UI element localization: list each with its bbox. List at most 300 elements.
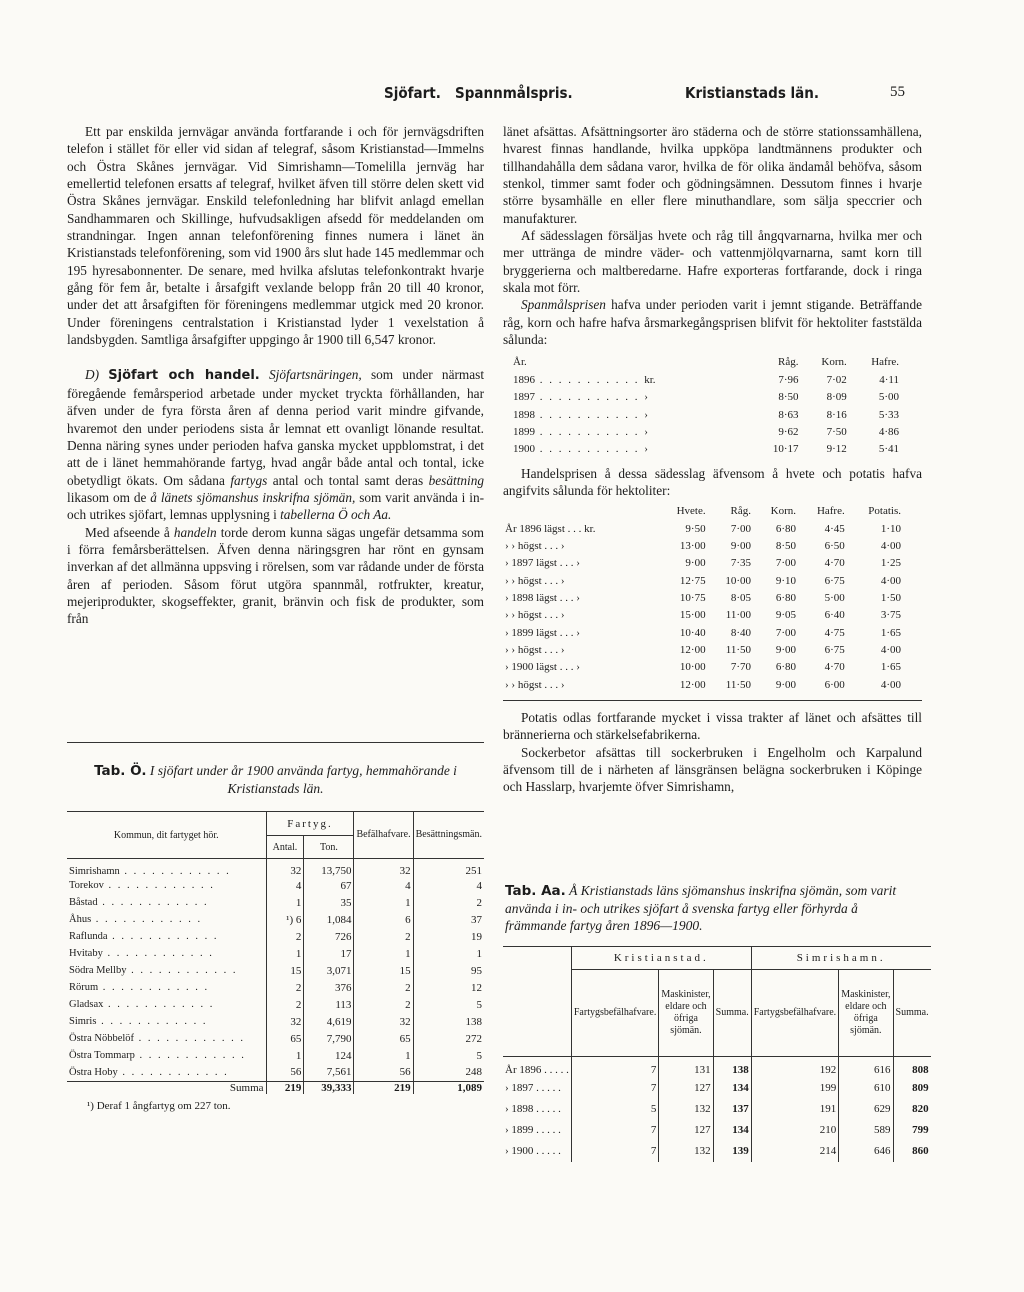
- tab-aa-header-befal-1: Fartygsbefälhafvare.: [571, 970, 658, 1057]
- tab-aa-year-text: › 1900: [505, 1145, 534, 1157]
- tab-aa-kr-summa: 134: [713, 1078, 751, 1099]
- paragraph-trade: Med afseende å handeln torde derom kunna sägas ungefär detsamma som i förra femårsberättelsen. Äfven denna näringsgren har rönt en gynsam inverkan af det allmänna uppsving i rörelsen, som var rådande under de första åren af perioden. Såsom förut utgöra spannmål, rotfrukter, kreatur, mejeriprodukter, skogseffekter, granit, bränvin och fisk de produkter, som från: [67, 524, 485, 627]
- trade-hafre: 6·00: [824, 678, 845, 691]
- tab-aa-si-mask: 646: [839, 1141, 893, 1162]
- price-table: [511, 354, 901, 458]
- tab-o-kommun-name: Åhus: [69, 914, 92, 925]
- trade-table: [503, 503, 903, 694]
- trade-hafre: 6·40: [824, 609, 845, 622]
- tab-aa-si-summa: 809: [912, 1082, 929, 1094]
- tab-aa-header-mask-2: Maskinister, eldare och öfriga sjömän.: [839, 970, 893, 1057]
- price-unit: ›: [644, 408, 648, 421]
- price-year: [511, 441, 752, 458]
- trade-korn: 7·00: [775, 626, 797, 639]
- tab-o-besatt: 12: [471, 981, 482, 994]
- leader-dots: . . . . . . . . . . . .: [107, 931, 219, 942]
- leader-dots: . . . . . . . . . . . .: [103, 999, 215, 1010]
- right-divider: [503, 700, 922, 701]
- trade-label: [503, 659, 657, 676]
- trade-unit: ›: [576, 661, 580, 674]
- tab-o-antal: 1: [266, 894, 304, 911]
- column-divider: [67, 742, 484, 743]
- trade-rag: 11·00: [725, 609, 752, 622]
- tab-o-kommun: [67, 877, 266, 894]
- tab-o-befal: 32: [354, 859, 413, 878]
- trade-unit: ›: [560, 609, 565, 622]
- tab-o-sum-besatt: 1,089: [457, 1081, 482, 1094]
- tab-o-row: [67, 928, 484, 945]
- tab-o-header-besatt: Besättningsmän.: [415, 829, 482, 840]
- tab-aa-year: [503, 1120, 571, 1141]
- trade-hafre: 5·00: [824, 591, 845, 604]
- tab-o-sum-label: Summa: [67, 1081, 266, 1094]
- trade-label-text: › 1899 lägst: [505, 626, 557, 639]
- tab-o-ton: 35: [304, 894, 354, 911]
- tab-o-antal: 2: [266, 996, 304, 1013]
- tab-aa-row: [503, 1078, 931, 1099]
- trade-hafre: 4·75: [824, 626, 845, 639]
- trade-unit: ›: [560, 643, 565, 656]
- tab-aa-si-summa: 808: [912, 1064, 929, 1077]
- tab-o-sum-antal: 219: [266, 1081, 304, 1094]
- price-row: [511, 372, 901, 389]
- price-hafre: 4·11: [879, 373, 899, 386]
- paragraph-shipping: D) Sjöfart och handel. Sjöfartsnäringen, som under närmast föregående femårsperiod arbetade under mycket tryckta förhållanden, har äfven under de fyra första åren af denna period varit mindre gifvande, hvaremot den under periodens sista år lemnat ett ovanligt lönande resultat. Denna näring synes under perioden hafva ganska mycket uppblomstrat, i det att de i länet hemmahörande fartyg, hvad angår både antal och tontal, icke obetydligt ökats. Om sådana fartygs antal och tontal samt deras besättning likasom om de å länets sjömanshus inskrifna sjömän, som varit använda i in- och utrikes sjöfart, lemnas upplysning i tabellerna Ö och Aa.: [67, 367, 485, 523]
- tab-o-header-antal: Antal.: [266, 836, 304, 859]
- trade-potatis: 4·00: [880, 678, 901, 691]
- trade-hafre: 6·75: [824, 574, 845, 587]
- price-hafre: 5·00: [878, 391, 899, 404]
- trade-row: [503, 538, 903, 555]
- trade-rag: 7·35: [730, 557, 752, 570]
- trade-label-text: › › högst: [505, 643, 542, 656]
- tab-aa-si-befal: 191: [751, 1099, 838, 1120]
- tab-o-befal: 65: [354, 1030, 413, 1047]
- trade-label: [503, 538, 657, 555]
- tab-aa-year-text: År 1896: [505, 1064, 542, 1077]
- section-heading: Sjöfart och handel.: [108, 368, 260, 384]
- trade-korn: 8·50: [775, 539, 797, 552]
- tab-o-besatt: 248: [465, 1066, 482, 1079]
- trade-unit: ›: [560, 539, 565, 552]
- tab-aa-table: [503, 946, 931, 1162]
- tab-o-kommun-name: Raflunda: [69, 931, 108, 942]
- trade-row: [503, 642, 903, 659]
- tab-o-row: [67, 911, 484, 928]
- tab-o-besatt: 37: [471, 913, 482, 926]
- trade-korn: 9·00: [775, 643, 797, 656]
- trade-korn: 9·05: [775, 609, 797, 622]
- trade-korn: 6·80: [775, 522, 797, 535]
- tab-aa-row: [503, 1057, 931, 1078]
- tab-aa-kr-mask: 127: [659, 1078, 713, 1099]
- leader-dots: . . . . .: [541, 1064, 569, 1077]
- tab-o-kommun: [67, 911, 266, 928]
- tab-aa-year-text: › 1897: [505, 1082, 534, 1094]
- tab-o-antal: 4: [266, 877, 304, 894]
- tab-o-antal: ¹) 6: [266, 911, 304, 928]
- header-title-lan: Kristianstads län.: [685, 84, 820, 102]
- paragraph-grain-prices: Spanmålsprisen hafva under perioden varit i jemnt stigande. Beträffande råg, korn och hafre hafva årsmarkegångsprisen blifvit för hektoliter faststälda sålunda:: [503, 297, 922, 348]
- tab-o-row: [67, 1064, 484, 1081]
- trade-hafre: 4·70: [824, 661, 845, 674]
- tab-aa-header-befal-2: Fartygsbefälhafvare.: [751, 970, 838, 1057]
- tab-aa-header-summa-2: Summa.: [895, 1007, 929, 1018]
- trade-hvete: 10·00: [679, 661, 706, 674]
- tab-aa-header-summa-1: Summa.: [713, 970, 751, 1057]
- tab-aa-si-mask: 589: [839, 1120, 893, 1141]
- tab-aa-year: [503, 1141, 571, 1162]
- leader-dots: . . .: [541, 678, 561, 691]
- trade-rag: 9·00: [730, 539, 752, 552]
- tab-o-besatt: 2: [476, 896, 482, 909]
- trade-hvete: 12·00: [679, 678, 706, 691]
- trade-potatis: 1·25: [880, 557, 901, 570]
- tab-o-row: [67, 859, 484, 878]
- leader-dots: . . . . . . . . . . . .: [91, 914, 203, 925]
- trade-label-text: › 1900 lägst: [505, 661, 557, 674]
- trade-label-text: › › högst: [505, 539, 542, 552]
- price-unit: ›: [644, 425, 648, 438]
- tab-aa-block: [503, 882, 929, 1162]
- tab-aa-row: [503, 1099, 931, 1120]
- price-unit: ›: [644, 391, 648, 404]
- leader-dots: . . . . .: [533, 1145, 561, 1157]
- tab-o-row: [67, 1013, 484, 1030]
- tab-o-row: [67, 1030, 484, 1047]
- trade-hvete: 10·75: [679, 591, 706, 604]
- price-year-value: 1900: [513, 443, 535, 456]
- tab-o-befal: 32: [354, 1013, 413, 1030]
- tab-o-kommun-name: Södra Mellby: [69, 965, 127, 976]
- tab-aa-si-summa: 820: [912, 1103, 929, 1115]
- trade-label: [503, 625, 657, 642]
- trade-potatis: 3·75: [880, 609, 901, 622]
- tab-aa-kr-summa: 138: [713, 1057, 751, 1078]
- trade-rag: 10·00: [725, 574, 752, 587]
- tab-o-kommun: [67, 996, 266, 1013]
- tab-o-row: [67, 979, 484, 996]
- paragraph-sugarbeets: Sockerbetor afsättas till sockerbruken i Engelholm och Karpalund äfvensom till de i närheten af länsgränsen belägna sockerbruken i Köpinge och Hasslarp, hvarjemte öfver Simrishamn,: [503, 744, 922, 795]
- trade-korn: 9·00: [775, 678, 797, 691]
- price-hafre: 5·41: [878, 443, 899, 456]
- tab-o-kommun: [67, 928, 266, 945]
- trade-unit: ›: [560, 678, 565, 691]
- leader-dots: . . . . . . . . . . .: [535, 408, 645, 421]
- tab-o-ton: 7,790: [304, 1030, 354, 1047]
- price-korn: 8·09: [826, 391, 847, 404]
- price-header-year: År.: [513, 356, 527, 369]
- tab-o-row: [67, 962, 484, 979]
- tab-o-befal: 2: [354, 996, 413, 1013]
- price-rag: 10·17: [772, 443, 799, 456]
- trade-potatis: 4·00: [880, 643, 901, 656]
- tab-o-kommun-name: Östra Tommarp: [69, 1050, 135, 1061]
- tab-o-besatt: 4: [476, 879, 482, 892]
- leader-dots: . . .: [556, 557, 577, 570]
- tab-o-ton: 7,561: [304, 1064, 354, 1081]
- leader-dots: . . . . . . . . . . .: [535, 425, 645, 438]
- tab-o-header-befal: Befälhafvare.: [354, 812, 413, 859]
- trade-hvete: 12·00: [679, 643, 706, 656]
- price-korn: 9·12: [826, 443, 847, 456]
- trade-potatis: 1·65: [880, 661, 901, 674]
- tab-o-table: [67, 811, 484, 1094]
- paragraph-trade-prices: Handelsprisen å dessa sädesslag äfvensom å hvete och potatis hafva angifvits sålunda för hektoliter:: [503, 465, 922, 498]
- tab-aa-year-text: › 1898: [505, 1103, 534, 1115]
- tab-o-kommun: [67, 1030, 266, 1047]
- tab-aa-year: [503, 1057, 571, 1078]
- trade-rag: 7·70: [730, 661, 752, 674]
- price-rag: 8·50: [778, 391, 799, 404]
- tab-o-antal: 2: [266, 979, 304, 996]
- trade-korn: 7·00: [775, 557, 797, 570]
- price-year-value: 1896: [513, 373, 535, 386]
- tab-o-block: [67, 762, 484, 1112]
- tab-o-kommun: [67, 1064, 266, 1081]
- paragraph-potatoes: Potatis odlas fortfarande mycket i vissa trakter af länet och afsättes till brännerierna och stärkelsefabrikerna.: [503, 710, 922, 743]
- leader-dots: . . . . . . . . . . . .: [126, 965, 238, 976]
- trade-header-hvete: Hvete.: [676, 505, 706, 518]
- tab-aa-kr-befal: 5: [571, 1099, 658, 1120]
- tab-o-antal: 32: [266, 859, 304, 878]
- price-year: [511, 372, 752, 389]
- tab-aa-si-summa: 799: [912, 1124, 929, 1136]
- trade-header-potatis: Potatis.: [868, 505, 901, 518]
- tab-aa-row: [503, 1141, 931, 1162]
- tab-o-kommun: [67, 979, 266, 996]
- trade-unit: ›: [576, 591, 580, 604]
- tab-o-sum-befal: 219: [354, 1081, 413, 1094]
- trade-unit: ›: [560, 574, 565, 587]
- leader-dots: . . . . . . . . . . . .: [97, 897, 209, 908]
- tab-aa-header-mask-1: Maskinister, eldare och öfriga sjömän.: [659, 970, 713, 1057]
- trade-label: [503, 607, 657, 624]
- tab-o-kommun-name: Östra Hoby: [69, 1066, 118, 1078]
- trade-potatis: 1·65: [880, 626, 901, 639]
- tab-o-row: [67, 945, 484, 962]
- tab-aa-si-mask: 610: [839, 1078, 893, 1099]
- tab-aa-year-text: › 1899: [505, 1124, 534, 1136]
- trade-rag: 8·05: [730, 591, 752, 604]
- price-unit: kr.: [644, 373, 656, 386]
- tab-o-befal: 56: [354, 1064, 413, 1081]
- price-korn: 7·02: [826, 373, 847, 386]
- paragraph-grain: Af sädesslagen försäljas hvete och råg till ångqvarnarna, hvilka mer och mer uttränga de mindre väder- och vattenmjölqvarnarna, samt korn till bryggerierna och maltberedarne. Hafre exporteras fortfarande, dock i ringa skala mot förr.: [503, 228, 922, 296]
- trade-unit: kr.: [584, 522, 596, 535]
- trade-potatis: 1·10: [880, 522, 901, 535]
- leader-dots: . . . . .: [533, 1103, 561, 1115]
- tab-o-row: [67, 877, 484, 894]
- tab-o-befal: 1: [354, 894, 413, 911]
- leader-dots: . . . . . . . . . . . .: [134, 1033, 246, 1044]
- leader-dots: . . . . . . . . . . . .: [103, 880, 215, 891]
- tab-o-kommun-name: Torekov: [69, 880, 104, 891]
- tab-aa-group-kristianstad: Kristianstad.: [571, 947, 751, 970]
- tab-o-ton: 67: [304, 877, 354, 894]
- tab-aa-si-befal: 214: [751, 1141, 838, 1162]
- tab-aa-si-mask: 616: [839, 1057, 893, 1078]
- trade-hvete: 9·00: [685, 557, 706, 570]
- tab-o-row: [67, 1047, 484, 1064]
- leader-dots: . . . . . . . . . . . .: [98, 982, 210, 993]
- trade-label: [503, 573, 657, 590]
- tab-o-besatt: 272: [465, 1032, 482, 1045]
- price-unit: ›: [644, 443, 648, 456]
- tab-aa-kr-mask: 127: [659, 1120, 713, 1141]
- tab-o-besatt: 1: [476, 947, 482, 960]
- trade-hafre: 6·75: [824, 643, 845, 656]
- tab-aa-si-befal: 192: [751, 1057, 838, 1078]
- price-hafre: 5·33: [878, 408, 899, 421]
- leader-dots: . . . . . . . . . . . .: [117, 1066, 229, 1078]
- trade-row: [503, 590, 903, 607]
- tab-o-kommun: [67, 894, 266, 911]
- price-year: [511, 407, 752, 424]
- tab-o-befal: 6: [354, 911, 413, 928]
- tab-o-antal: 1: [266, 945, 304, 962]
- tab-o-befal: 4: [354, 877, 413, 894]
- tab-o-header-ton: Ton.: [304, 836, 354, 859]
- tab-o-befal: 15: [354, 962, 413, 979]
- price-year: [511, 389, 752, 406]
- leader-dots: . . . . .: [533, 1124, 561, 1136]
- price-korn: 7·50: [826, 425, 847, 438]
- leader-dots: . . .: [541, 539, 561, 552]
- tab-o-row: [67, 996, 484, 1013]
- trade-row: [503, 625, 903, 642]
- tab-o-kommun-name: Båstad: [69, 897, 98, 908]
- tab-o-kommun-name: Hvitaby: [69, 948, 103, 959]
- trade-header-korn: Korn.: [770, 505, 797, 518]
- trade-label: [503, 521, 657, 538]
- price-year-value: 1898: [513, 408, 535, 421]
- tab-aa-kr-befal: 7: [571, 1120, 658, 1141]
- header-title-sjofart: Sjöfart.: [384, 84, 441, 102]
- tab-o-kommun-name: Rörum: [69, 982, 99, 993]
- trade-header-rag: Råg.: [730, 505, 752, 518]
- price-korn: 8·16: [826, 408, 847, 421]
- tab-aa-si-befal: 199: [751, 1078, 838, 1099]
- leader-dots: . . . . .: [533, 1082, 561, 1094]
- trade-label-text: › 1897 lägst: [505, 557, 557, 570]
- trade-label-text: › › högst: [505, 609, 542, 622]
- trade-potatis: 1·50: [880, 591, 901, 604]
- tab-aa-si-mask: 629: [839, 1099, 893, 1120]
- trade-hvete: 15·00: [679, 609, 706, 622]
- trade-label: [503, 590, 657, 607]
- price-header-korn: Korn.: [821, 356, 847, 369]
- tab-o-ton: 13,750: [304, 859, 354, 878]
- tab-o-row: [67, 894, 484, 911]
- leader-dots: . . . . . . . . . . .: [535, 443, 645, 456]
- price-header-hafre: Hafre.: [871, 356, 899, 369]
- tab-o-kommun: [67, 945, 266, 962]
- tab-o-title: Tab. Ö. I sjöfart under år 1900 använda fartyg, hemmahörande i Kristianstads län.: [94, 763, 457, 796]
- trade-hvete: 10·40: [679, 626, 706, 639]
- trade-label-text: › › högst: [505, 678, 542, 691]
- tab-o-ton: 124: [304, 1047, 354, 1064]
- paragraph-markets: länet afsättas. Afsättningsorter äro städerna och de större stationssamhällena, hvarest finnas handlande, hvilka uppköpa landtmännens produkter och tillhandahålla dem sådana varor, hvilka de för olika ändamål behöfva, såsom stenkol, timmer samt foder och gödningsämnen. Dessutom finnes i hvarje större bysamhälle en eller flere minuthandlare, som sälja speccrier och manufakturer.: [503, 124, 922, 226]
- leader-dots: . . .: [556, 661, 577, 674]
- tab-o-kommun-name: Gladsax: [69, 999, 104, 1010]
- trade-rag: 11·50: [725, 643, 752, 656]
- trade-row: [503, 677, 903, 694]
- tab-o-ton: 3,071: [304, 962, 354, 979]
- trade-korn: 9·10: [775, 574, 797, 587]
- tab-o-kommun-name: Östra Nöbbelöf: [69, 1033, 135, 1044]
- trade-unit: ›: [576, 557, 580, 570]
- leader-dots: . . . . . . . . . . .: [535, 373, 645, 386]
- tab-o-antal: 32: [266, 1013, 304, 1030]
- trade-potatis: 4·00: [880, 574, 901, 587]
- price-header-rag: Råg.: [778, 356, 799, 369]
- trade-rag: 11·50: [725, 678, 752, 691]
- trade-label: [503, 677, 657, 694]
- tab-o-antal: 1: [266, 1047, 304, 1064]
- tab-o-befal: 1: [354, 1047, 413, 1064]
- trade-header-hafre: Hafre.: [816, 505, 845, 518]
- tab-aa-kr-summa: 137: [713, 1099, 751, 1120]
- trade-potatis: 4·00: [880, 539, 901, 552]
- tab-o-ton: 726: [304, 928, 354, 945]
- tab-aa-year: [503, 1099, 571, 1120]
- tab-o-besatt: 19: [471, 930, 482, 943]
- trade-rag: 7·00: [730, 522, 752, 535]
- leader-dots: . . . . . . . . . . . .: [134, 1050, 246, 1061]
- trade-label: [503, 555, 657, 572]
- tab-o-kommun-name: Simris: [69, 1016, 97, 1027]
- trade-hafre: 6·50: [824, 539, 845, 552]
- tab-o-kommun-name: Simrishamn: [69, 865, 120, 877]
- price-rag: 8·63: [778, 408, 799, 421]
- trade-unit: ›: [576, 626, 580, 639]
- trade-hvete: 9·50: [685, 522, 706, 535]
- right-column: [503, 123, 922, 796]
- tab-aa-kr-mask: 132: [659, 1141, 713, 1162]
- tab-o-header-kommun: Kommun, dit fartyget hör.: [67, 812, 266, 859]
- left-column: [67, 123, 484, 628]
- price-row: [511, 441, 901, 458]
- leader-dots: . . . . . . . . . . . .: [102, 948, 214, 959]
- running-header: [0, 84, 1024, 108]
- tab-o-besatt: 138: [465, 1015, 482, 1028]
- price-hafre: 4·86: [878, 425, 899, 438]
- trade-row: [503, 607, 903, 624]
- trade-korn: 6·80: [775, 661, 797, 674]
- tab-o-ton: 376: [304, 979, 354, 996]
- tab-aa-si-befal: 210: [751, 1120, 838, 1141]
- tab-o-ton: 113: [304, 996, 354, 1013]
- tab-aa-kr-mask: 131: [659, 1057, 713, 1078]
- tab-o-antal: 15: [266, 962, 304, 979]
- leader-dots: . . . . . . . . . . . .: [119, 865, 231, 877]
- trade-hvete: 12·75: [679, 574, 706, 587]
- leader-dots: . . .: [556, 591, 577, 604]
- price-rag: 9·62: [778, 425, 799, 438]
- tab-aa-si-summa: 860: [912, 1145, 929, 1157]
- tab-o-befal: 2: [354, 979, 413, 996]
- section-label: D): [85, 367, 100, 383]
- tab-o-antal: 65: [266, 1030, 304, 1047]
- leader-dots: . . .: [541, 609, 561, 622]
- tab-aa-kr-befal: 7: [571, 1057, 658, 1078]
- trade-label-text: › › högst: [505, 574, 542, 587]
- tab-aa-year: [503, 1078, 571, 1099]
- tab-o-besatt: 251: [465, 865, 482, 877]
- trade-row: [503, 659, 903, 676]
- tab-aa-kr-summa: 139: [713, 1141, 751, 1162]
